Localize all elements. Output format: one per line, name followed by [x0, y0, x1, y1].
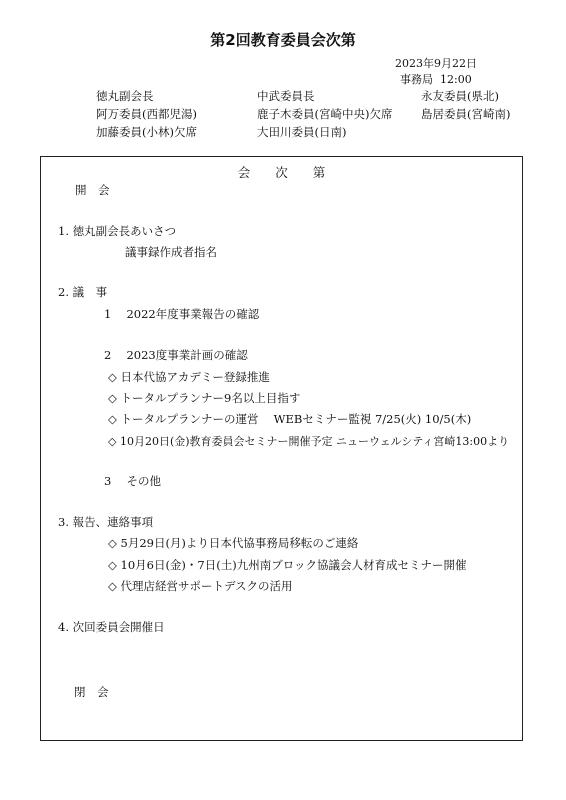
agenda-item-2-sub3: 3 その他 [104, 474, 161, 488]
agenda-item-3-title: 3. 報告、連絡事項 [58, 515, 154, 529]
list-item: ◇ 日本代協アカデミー登録推進 [108, 370, 270, 384]
attendee: 島居委員(宮崎南) [421, 107, 511, 121]
list-item: ◇ 5月29日(月)より日本代協事務局移転のご連絡 [108, 536, 359, 550]
agenda-item-1-title: 1. 徳丸副会長あいさつ [58, 224, 177, 238]
agenda-item-2-sub1: 1 2022年度事業報告の確認 [104, 307, 260, 321]
agenda-item-2-sub2: 2 2023度事業計画の確認 [104, 348, 248, 362]
attendee: 加藤委員(小林)欠席 [96, 125, 197, 139]
agenda-box [40, 156, 523, 741]
list-item: ◇ 10月20日(金)教育委員会セミナー開催予定 ニューウェルシティ宮崎13:00より [108, 435, 510, 448]
secretariat-label: 事務局 [400, 73, 433, 86]
document-title: 第2回教育委員会次第 [210, 31, 356, 49]
attendee: 大田川委員(日南) [257, 125, 347, 139]
attendee: 徳丸副会長 [96, 89, 154, 103]
list-item: ◇ トータルプランナーの運営 WEBセミナー監視 7/25(火) 10/5(木) [108, 412, 472, 426]
meeting-date: 2023年9月22日 [395, 57, 477, 70]
secretariat-time [400, 71, 472, 87]
attendee: 中武委員長 [257, 89, 315, 103]
meeting-time: 12:00 [440, 73, 472, 86]
list-item: ◇ 代理店経営サポートデスクの活用 [108, 579, 293, 593]
agenda-item-4-title: 4. 次回委員会開催日 [58, 620, 165, 634]
attendee: 永友委員(県北) [421, 89, 499, 103]
list-item: ◇ 10月6日(金)・7日(土)九州南ブロック協議会人材育成セミナー開催 [108, 558, 467, 572]
opening: 開 会 [75, 183, 110, 197]
attendee: 阿万委員(西都児湯) [96, 107, 197, 121]
agenda-item-1-sub: 議事録作成者指名 [125, 245, 217, 259]
attendee: 鹿子木委員(宮崎中央)欠席 [257, 107, 393, 121]
list-item: ◇ トータルプランナー9名以上目指す [108, 391, 301, 405]
agenda-item-2-title: 2. 議 事 [58, 285, 108, 299]
agenda-heading: 会 次 第 [237, 165, 326, 180]
closing: 閉 会 [74, 685, 109, 699]
